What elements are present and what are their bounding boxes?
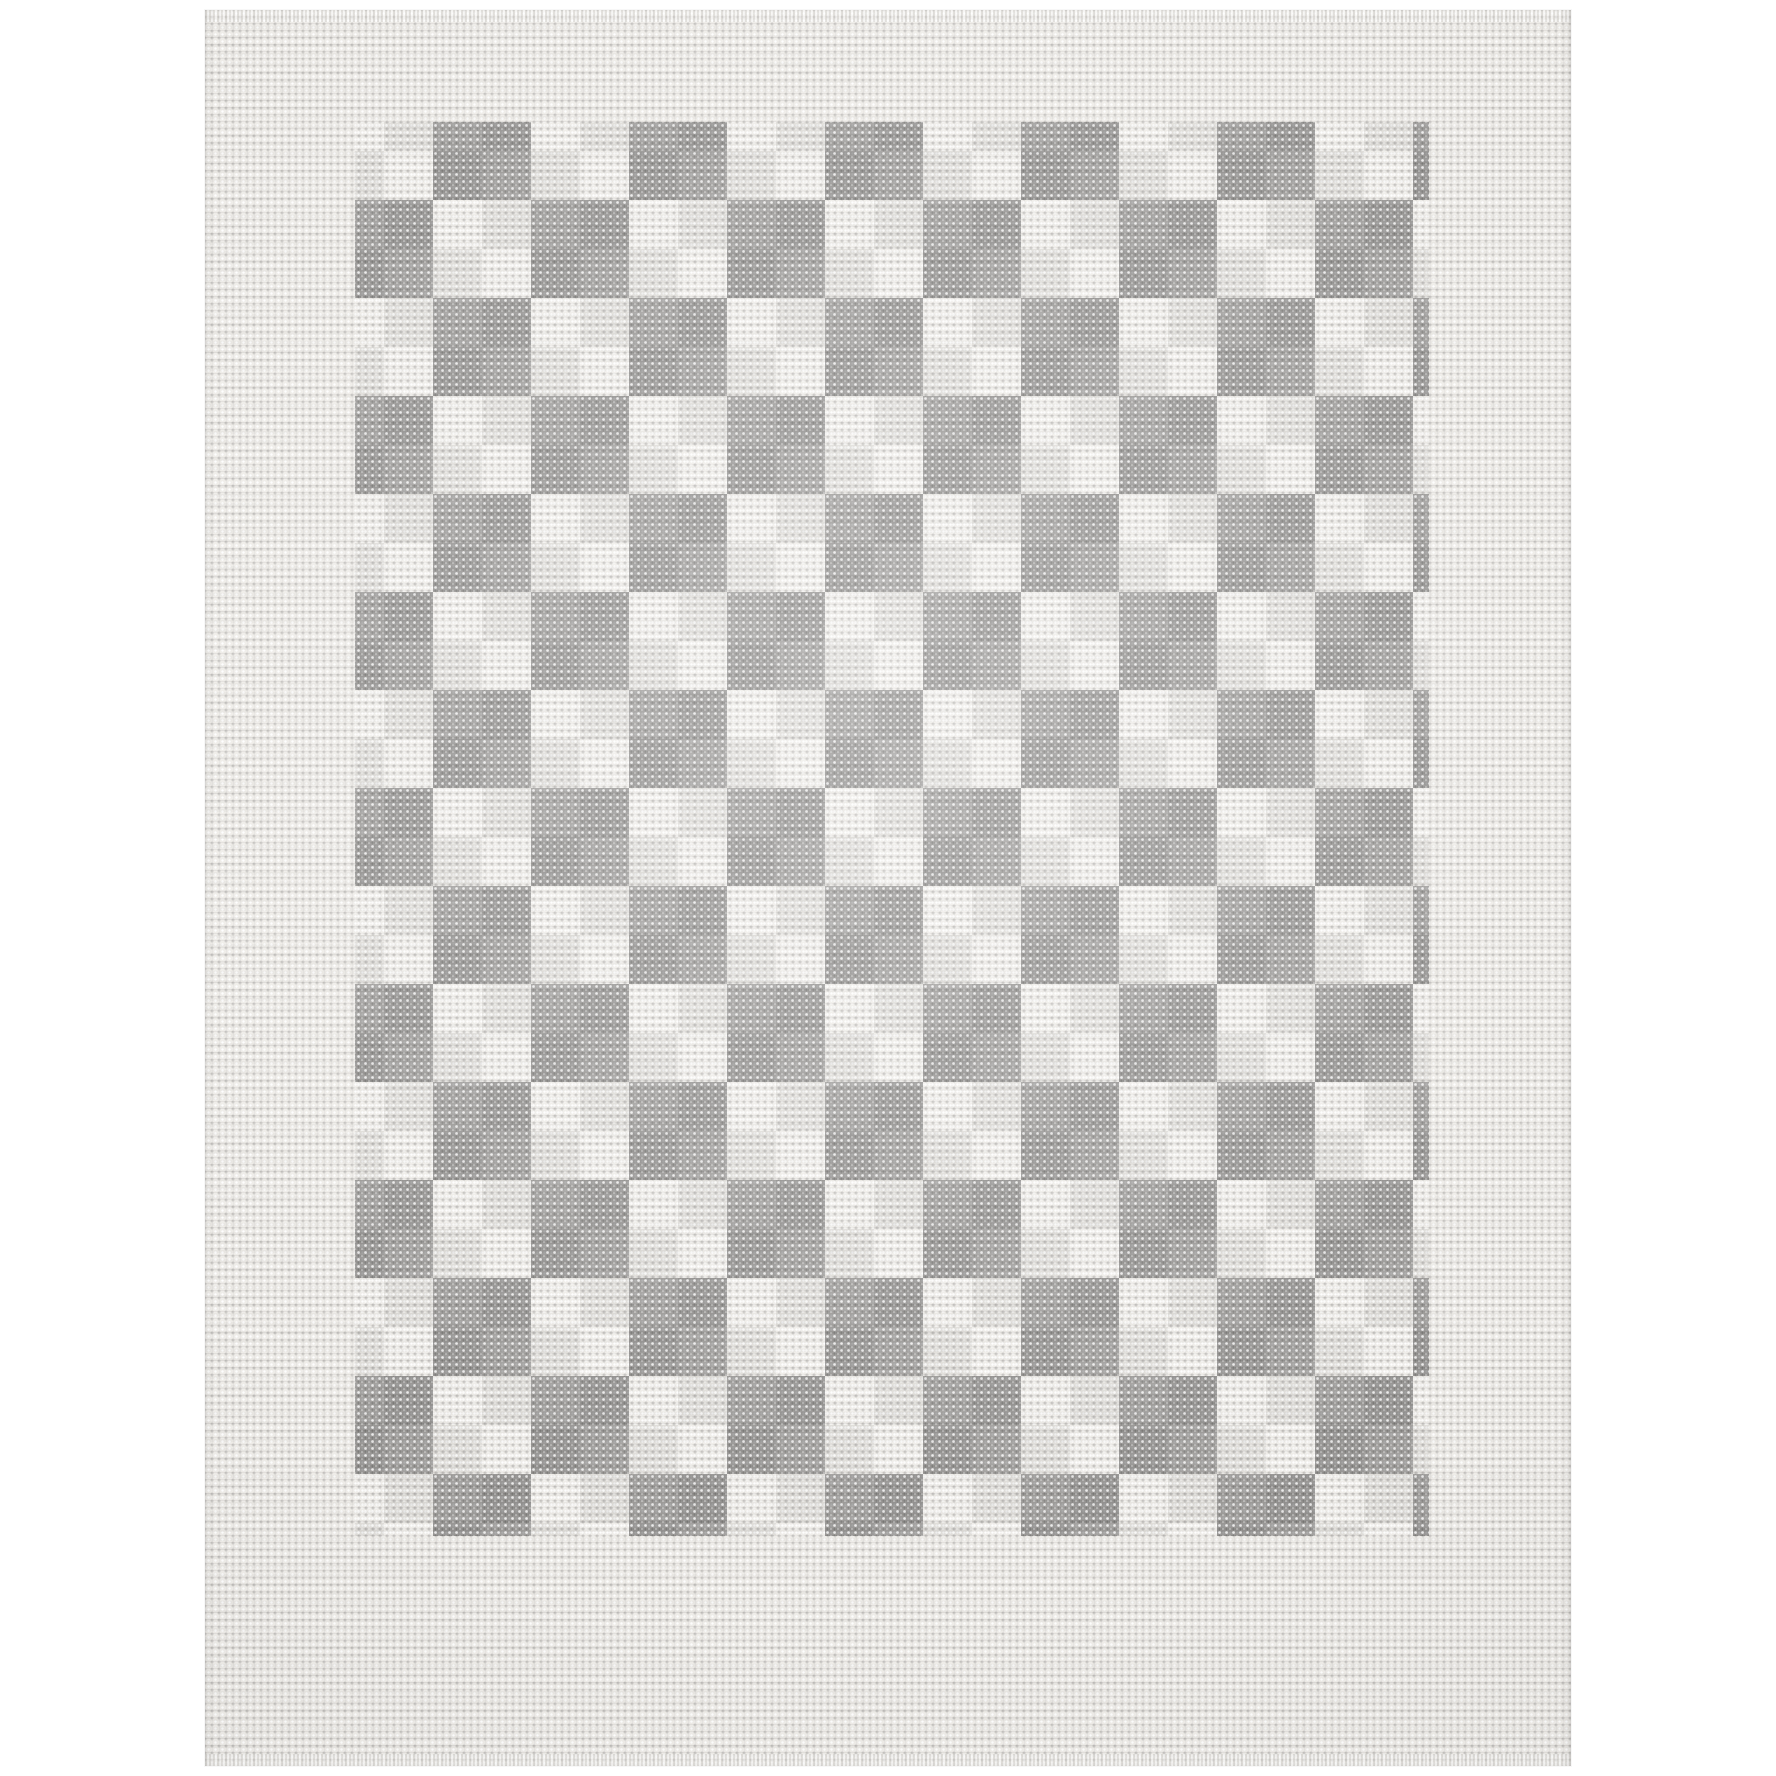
area-rug [205,10,1571,1766]
rug-field-checkerboard [355,122,1429,1536]
checker-pattern-secondary [355,122,1429,1536]
